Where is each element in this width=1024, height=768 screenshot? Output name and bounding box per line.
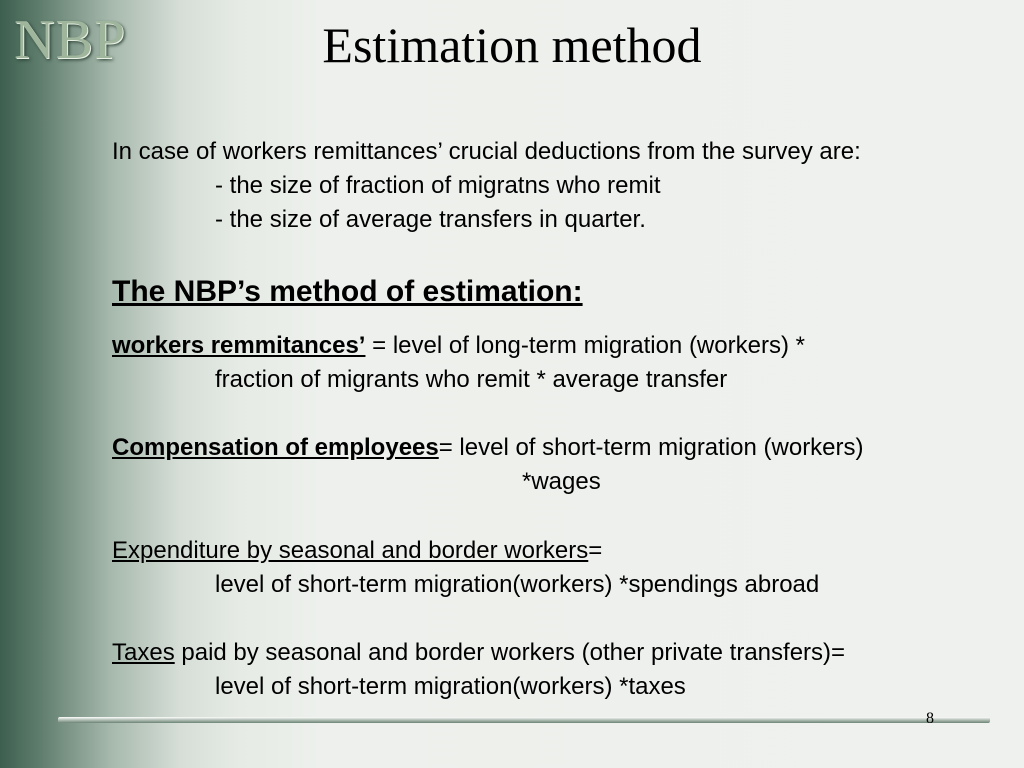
compensation-equals: = level of short-term migration (workers) (438, 434, 864, 461)
expenditure-equals: = (588, 537, 603, 564)
workers-term: workers remmitances’ (112, 332, 366, 359)
taxes-formula (112, 641, 845, 665)
workers-equals: = level of long-term migration (workers) * (365, 332, 805, 359)
slide-title (0, 18, 1024, 73)
expenditure-term: Expenditure by seasonal and border workers (112, 537, 589, 564)
nbp-logo: NBP (14, 9, 126, 71)
taxes-equals: paid by seasonal and border workers (other private transfers)= (174, 639, 846, 666)
expenditure-formula-cont: level of short-term migration(workers) *spendings abroad (215, 571, 820, 598)
workers-formula (112, 334, 805, 358)
page-number: 8 (926, 710, 934, 727)
intro-bullet-1: - the size of fraction of migratns who remit (215, 172, 661, 199)
intro-bullet-2: - the size of average transfers in quarter. (215, 206, 646, 233)
intro-text: In case of workers remittances’ crucial deductions from the survey are: (112, 138, 861, 165)
compensation-formula (112, 436, 864, 460)
compensation-formula-cont: *wages (522, 468, 601, 495)
slide-title-text: Estimation method (322, 17, 702, 73)
expenditure-formula (112, 539, 602, 563)
compensation-term: Compensation of employees (112, 434, 439, 461)
taxes-formula-cont: level of short-term migration(workers) *taxes (215, 673, 686, 700)
workers-formula-cont: fraction of migrants who remit * average transfer (215, 366, 728, 393)
taxes-term: Taxes (112, 639, 175, 666)
footer-divider (58, 717, 990, 723)
method-heading: The NBP’s method of estimation: (112, 275, 583, 308)
